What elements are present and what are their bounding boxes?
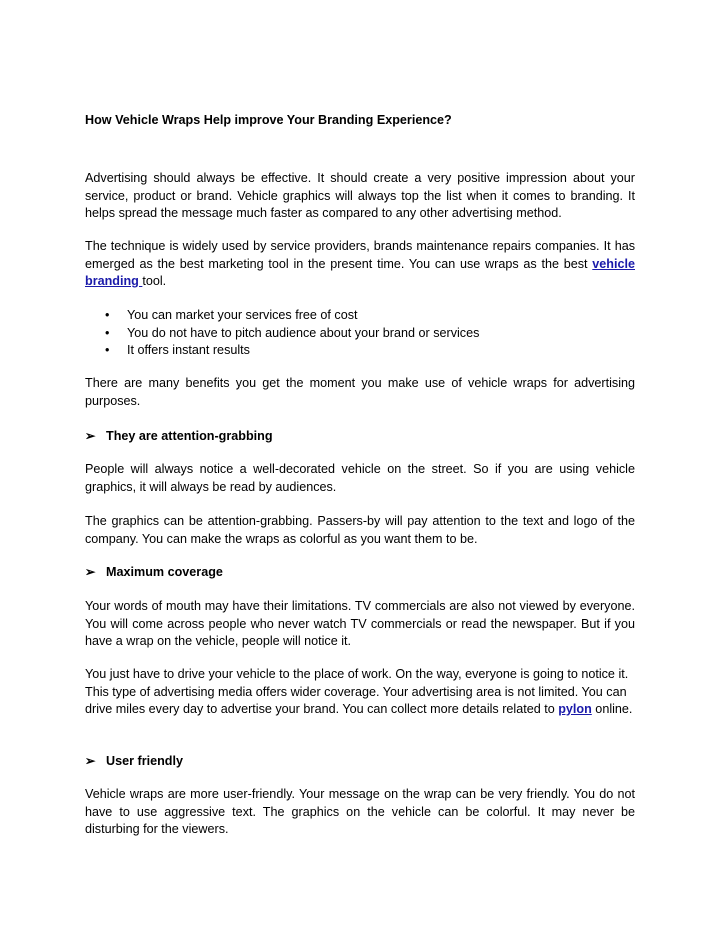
list-item-text: You do not have to pitch audience about your brand or services	[127, 325, 480, 340]
list-item-text: It offers instant results	[127, 343, 250, 357]
list-item	[85, 325, 635, 343]
section-heading-text: Maximum coverage	[106, 565, 223, 579]
paragraph-drive-tail: online.	[591, 702, 633, 716]
section-heading-user-friendly	[85, 752, 183, 770]
arrow-bullet-icon: ➢	[85, 429, 96, 443]
arrow-bullet-icon: ➢	[85, 565, 96, 579]
bullet-icon: •	[105, 308, 110, 322]
paragraph-words-of-mouth: Your words of mouth may have their limitations. TV commercials are also not viewed by everyone. You will come across people who never watch TV commercials or read the newspaper. But if you have a wrap on the vehicle, people will notice it.	[85, 599, 635, 648]
paragraph-technique-tail: tool.	[142, 274, 167, 288]
paragraph-notice: People will always notice a well-decorated vehicle on the street. So if you are using vehicle graphics, it will always be read by audiences.	[85, 462, 635, 494]
arrow-bullet-icon: ➢	[85, 754, 96, 768]
paragraph-drive-text: You just have to drive your vehicle to the place of work. On the way, everyone is going to notice it. This type of advertising media offers wider coverage. Your advertising area is not limited. You can drive miles every day to advertise your brand. You can collect more details related to	[85, 667, 629, 716]
section-heading-attention	[85, 427, 273, 445]
vehicle-branding-link[interactable]: vehicle branding	[85, 256, 635, 288]
list-item	[85, 307, 635, 325]
benefits-list	[85, 307, 635, 360]
paragraph-intro: Advertising should always be effective. It should create a very positive impression about your service, product or brand. Vehicle graphics will always top the list when it comes to branding. It helps spread the message much faster as compared to any other advertising method.	[85, 171, 635, 220]
document-title: How Vehicle Wraps Help improve Your Branding Experience?	[85, 113, 452, 127]
list-item-text: You can market your services free of cost	[127, 308, 358, 322]
paragraph-graphics: The graphics can be attention-grabbing. Passers-by will pay attention to the text and logo of the company. You can make the wraps as colorful as you want them to be.	[85, 514, 635, 546]
list-item	[85, 342, 635, 360]
paragraph-technique	[85, 238, 635, 291]
section-heading-coverage	[85, 563, 223, 581]
pylon-link[interactable]: pylon	[558, 702, 592, 716]
bullet-icon: •	[105, 343, 110, 357]
section-heading-text: User friendly	[106, 754, 183, 768]
paragraph-drive	[85, 666, 635, 719]
paragraph-technique-text: The technique is widely used by service providers, brands maintenance repairs companies. It has emerged as the best marketing tool in the present time. You can use wraps as the best	[85, 239, 635, 271]
section-heading-text: They are attention-grabbing	[106, 429, 273, 443]
paragraph-benefits: There are many benefits you get the moment you make use of vehicle wraps for advertising purposes.	[85, 376, 635, 408]
bullet-icon: •	[105, 325, 110, 340]
paragraph-user-friendly: Vehicle wraps are more user-friendly. Your message on the wrap can be very friendly. You do not have to use aggressive text. The graphics on the vehicle can be colorful. It may never be disturbing for the viewers.	[85, 787, 635, 836]
